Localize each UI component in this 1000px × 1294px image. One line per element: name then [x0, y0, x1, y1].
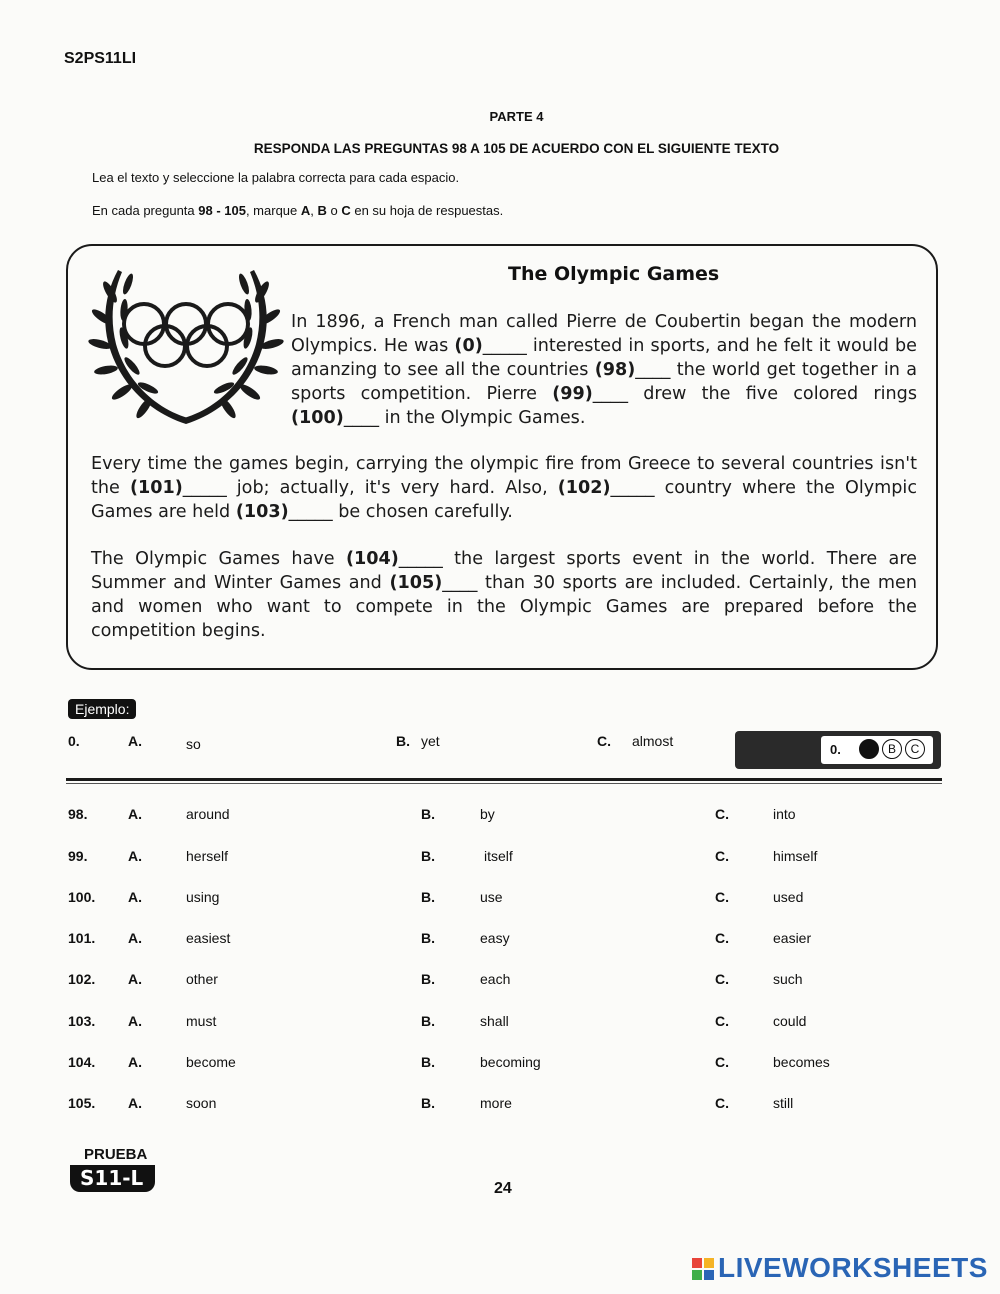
option-c-text[interactable]: could [773, 1013, 807, 1029]
question-row [0, 971, 1000, 995]
option-c-letter: C. [715, 889, 729, 905]
question-row [0, 848, 1000, 872]
option-a-text[interactable]: must [186, 1013, 217, 1029]
question-row [0, 1013, 1000, 1037]
option-c-text[interactable]: such [773, 971, 803, 987]
option-c-letter: C. [715, 848, 729, 864]
answer-bubble-c: C [905, 739, 925, 759]
option-a-letter: A. [128, 1013, 142, 1029]
option-a-text[interactable]: using [186, 889, 220, 905]
answer-bubble-a: A [859, 739, 879, 759]
option-a-letter: A. [128, 971, 142, 987]
option-b-letter: B. [421, 889, 435, 905]
option-b-text[interactable]: each [480, 971, 511, 987]
example-number: 0. [68, 733, 80, 749]
option-b-letter: B. [421, 806, 435, 822]
example-answer-number: 0. [830, 742, 841, 757]
option-a-letter: A. [128, 930, 142, 946]
option-a-text[interactable]: soon [186, 1095, 217, 1111]
question-number: 101. [68, 930, 96, 946]
example-option-a-text: so [186, 736, 201, 752]
option-b-text[interactable]: itself [484, 848, 513, 864]
example-option-a-letter: A. [128, 733, 142, 749]
section-label: PARTE 4 [489, 109, 544, 124]
option-c-text[interactable]: used [773, 889, 804, 905]
page-number: 24 [494, 1180, 512, 1197]
olympic-rings-laurel-icon [88, 262, 284, 430]
option-a-letter: A. [128, 806, 142, 822]
question-row [0, 889, 1000, 913]
option-b-letter: B. [421, 1013, 435, 1029]
divider-line [66, 778, 942, 781]
question-row [0, 1095, 1000, 1119]
example-answer-panel [735, 731, 941, 769]
section-heading: RESPONDA LAS PREGUNTAS 98 A 105 DE ACUERDO CON EL SIGUIENTE TEXTO [253, 141, 780, 156]
example-badge: Ejemplo: [68, 699, 136, 719]
instruction-text: Lea el texto y seleccione la palabra correcta para cada espacio. [92, 170, 460, 185]
example-option-c-letter: C. [597, 733, 611, 749]
passage-paragraph-1: In 1896, a French man called Pierre de Coubertin began the modern Olympics. He was (0)_____ interested in sports, and he felt it would be amanzing to see all the countries (98)____ the world get together in a sports competition. Pierre (99)____ drew the five colored rings (100)____ in the Olympic Games. [291, 312, 917, 428]
option-c-letter: C. [715, 1095, 729, 1111]
example-answer-sheet [821, 736, 933, 764]
passage-paragraph-2: Every time the games begin, carrying the olympic fire from Greece to several countries isn't the (101)_____ job; actually, it's very hard. Also, (102)_____ country where the Olympic Games are held (103)_____ be chosen carefully. [91, 454, 917, 522]
option-a-letter: A. [128, 1054, 142, 1070]
option-c-letter: C. [715, 971, 729, 987]
question-row [0, 806, 1000, 830]
question-number: 103. [68, 1013, 96, 1029]
test-code-badge: S11-L [70, 1165, 155, 1192]
question-row [0, 930, 1000, 954]
liveworksheets-wordmark: LIVEWORKSHEETS [718, 1252, 988, 1283]
option-b-letter: B. [421, 1054, 435, 1070]
option-b-text[interactable]: shall [480, 1013, 509, 1029]
example-option-b-text: yet [421, 733, 440, 749]
passage-paragraph-3: The Olympic Games have (104)_____ the largest sports event in the world. There are Summer and Winter Games and (105)____ than 30 sports are included. Certainly, the men and women who want to compete in the Olympic Games are prepared before the competition begins. [91, 549, 917, 641]
answer-bubble-b: B [882, 739, 902, 759]
option-b-text[interactable]: easy [480, 930, 510, 946]
example-option-c-text: almost [632, 733, 674, 749]
option-a-letter: A. [128, 1095, 142, 1111]
question-number: 105. [68, 1095, 96, 1111]
option-c-letter: C. [715, 930, 729, 946]
option-a-text[interactable]: around [186, 806, 230, 822]
instruction-marking: En cada pregunta 98 - 105, marque A, B o C en su hoja de respuestas. [92, 203, 504, 218]
option-b-text[interactable]: use [480, 889, 503, 905]
option-a-text[interactable]: herself [186, 848, 229, 864]
question-number: 98. [68, 806, 88, 822]
option-c-letter: C. [715, 1054, 729, 1070]
option-b-letter: B. [421, 848, 435, 864]
option-c-letter: C. [715, 1013, 729, 1029]
option-a-letter: A. [128, 889, 142, 905]
option-b-text[interactable]: more [480, 1095, 512, 1111]
option-a-text[interactable]: easiest [186, 930, 231, 946]
option-c-text[interactable]: becomes [773, 1054, 830, 1070]
option-a-text[interactable]: other [186, 971, 218, 987]
question-number: 99. [68, 848, 88, 864]
option-a-letter: A. [128, 848, 142, 864]
option-c-text[interactable]: easier [773, 930, 812, 946]
option-a-text[interactable]: become [186, 1054, 236, 1070]
option-c-text[interactable]: himself [773, 848, 818, 864]
question-number: 104. [68, 1054, 96, 1070]
option-b-letter: B. [421, 930, 435, 946]
divider-line-thin [66, 783, 942, 784]
option-c-text[interactable]: still [773, 1095, 794, 1111]
option-b-letter: B. [421, 1095, 435, 1111]
document-code: S2PS11LI [64, 50, 137, 67]
liveworksheets-grid-icon [692, 1258, 714, 1280]
option-b-text[interactable]: by [480, 806, 495, 822]
option-b-text[interactable]: becoming [480, 1054, 541, 1070]
option-b-letter: B. [421, 971, 435, 987]
test-label: PRUEBA [84, 1146, 148, 1163]
question-row [0, 1054, 1000, 1078]
option-c-text[interactable]: into [773, 806, 796, 822]
example-option-b-letter: B. [396, 733, 410, 749]
passage-title: The Olympic Games [508, 263, 720, 285]
option-c-letter: C. [715, 806, 729, 822]
question-number: 102. [68, 971, 96, 987]
question-number: 100. [68, 889, 96, 905]
